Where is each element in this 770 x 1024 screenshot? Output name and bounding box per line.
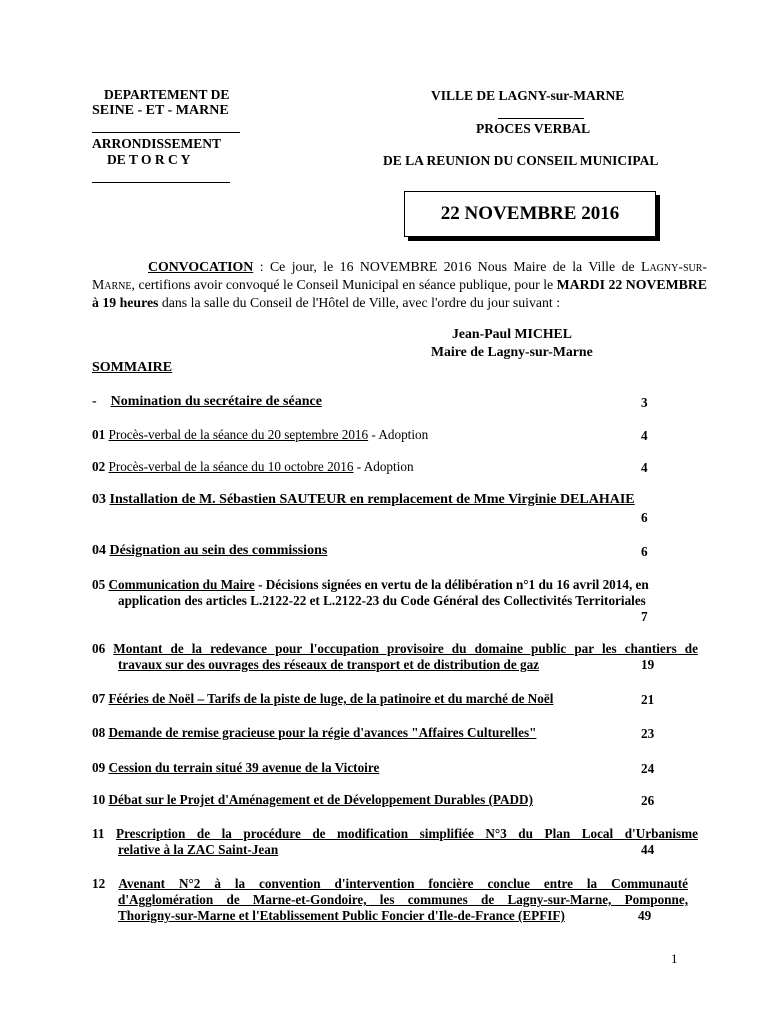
arrondissement-line1: ARRONDISSEMENT xyxy=(92,136,222,151)
dept-line1: DEPARTEMENT DE xyxy=(104,87,230,102)
list-item: 10 Débat sur le Projet d'Aménagement et de Développement Durables (PADD) xyxy=(92,792,533,807)
list-item: 03 Installation de M. Sébastien SAUTEUR en remplacement de Mme Virginie DELAHAIE xyxy=(92,492,635,507)
divider xyxy=(92,182,230,183)
sommaire-heading: SOMMAIRE xyxy=(92,360,173,375)
divider xyxy=(498,118,584,119)
page-ref: 19 xyxy=(641,657,655,672)
arrondissement-line2: DE T O R C Y xyxy=(107,152,191,167)
page-ref: 4 xyxy=(641,428,648,443)
list-item-continuation: relative à la ZAC Saint-Jean xyxy=(118,842,279,857)
list-item-continuation: Thorigny-sur-Marne et l'Etablissement Public Foncier d'Ile-de-France (EPFIF) xyxy=(118,908,565,923)
page-ref: 6 xyxy=(641,544,648,559)
list-item: 05 Communication du Maire - Décisions signées en vertu de la délibération n°1 du 16 avril 2014, en xyxy=(92,577,649,592)
page-ref: 49 xyxy=(638,908,652,923)
page-ref: 44 xyxy=(641,842,655,857)
dept-line2: SEINE - ET - MARNE xyxy=(92,103,229,118)
proces-verbal-title: PROCES VERBAL xyxy=(476,121,591,136)
page-ref: 7 xyxy=(641,609,648,624)
divider xyxy=(92,132,240,133)
page-ref: 3 xyxy=(641,395,648,410)
mayor-name: Jean-Paul MICHEL xyxy=(452,326,572,341)
list-item-continuation: application des articles L.2122-22 et L.2122-23 du Code Général des Collectivités Territoriales xyxy=(118,593,646,608)
ville-title: VILLE DE LAGNY-sur-MARNE xyxy=(431,88,625,103)
page-ref: 4 xyxy=(641,460,648,475)
mayor-title: Maire de Lagny-sur-Marne xyxy=(431,344,593,359)
list-item: 08 Demande de remise gracieuse pour la régie d'avances "Affaires Culturelles" xyxy=(92,725,537,740)
page-ref: 21 xyxy=(641,692,655,707)
list-item: 01 Procès-verbal de la séance du 20 septembre 2016 - Adoption xyxy=(92,427,429,442)
list-item: 06 Montant de la redevance pour l'occupation provisoire du domaine public par les chantiers de xyxy=(92,641,698,656)
convocation-paragraph: CONVOCATION : Ce jour, le 16 NOVEMBRE 2016 Nous Maire de la Ville de Lagny-sur-Marne, certifions avoir convoqué le Conseil Municipal en séance publique, pour le MARDI 22 NOVEMBRE à 19 heures dans la salle du Conseil de l'Hôtel de Ville, avec l'ordre du jour suivant : xyxy=(92,259,707,310)
list-item-continuation: travaux sur des ouvrages des réseaux de transport et de distribution de gaz xyxy=(118,657,540,672)
list-item: 04 Désignation au sein des commissions xyxy=(92,543,328,558)
list-item: 07 Fééries de Noël – Tarifs de la piste de luge, de la patinoire et du marché de Noël xyxy=(92,691,554,706)
list-item: 02 Procès-verbal de la séance du 10 octobre 2016 - Adoption xyxy=(92,459,414,474)
page-ref: 26 xyxy=(641,793,655,808)
list-item: - Nomination du secrétaire de séance xyxy=(92,394,322,409)
list-item: 09 Cession du terrain situé 39 avenue de la Victoire xyxy=(92,760,380,775)
page-ref: 23 xyxy=(641,726,655,741)
page-ref: 6 xyxy=(641,510,648,525)
list-item: 12 Avenant N°2 à la convention d'intervention foncière conclue entre la Communauté xyxy=(92,876,688,891)
meeting-date: MARDI 22 NOVEMBRE à 19 heures xyxy=(92,277,707,310)
list-item-continuation: d'Agglomération de Marne-et-Gondoire, les communes de Lagny-sur-Marne, Pomponne, xyxy=(118,892,688,907)
convocation-label: CONVOCATION xyxy=(148,259,254,274)
page-number: 1 xyxy=(671,951,678,966)
date-box: 22 NOVEMBRE 2016 xyxy=(404,191,656,237)
city-name: Lagny-sur-Marne xyxy=(92,259,707,292)
page-ref: 24 xyxy=(641,761,655,776)
list-item: 11 Prescription de la procédure de modification simplifiée N°3 du Plan Local d'Urbanisme xyxy=(92,826,698,841)
reunion-title: DE LA REUNION DU CONSEIL MUNICIPAL xyxy=(383,153,659,168)
